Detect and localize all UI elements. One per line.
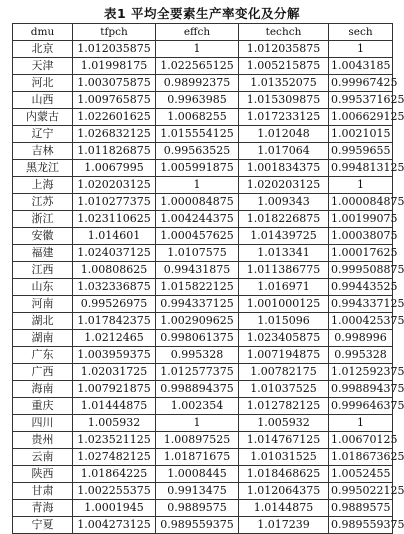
sech-cell: 0.998894375 bbox=[329, 381, 393, 398]
table-row bbox=[13, 415, 393, 432]
tfpch-cell: 1.022601625 bbox=[73, 109, 156, 126]
tfpch-cell: 1.007921875 bbox=[73, 381, 156, 398]
table-row bbox=[13, 279, 393, 296]
region-cell: 江西 bbox=[13, 262, 73, 279]
effch-cell: 1.0008445 bbox=[156, 466, 239, 483]
sech-cell: 0.9959655 bbox=[329, 143, 393, 160]
effch-cell: 1.002909625 bbox=[156, 313, 239, 330]
effch-cell: 1 bbox=[156, 415, 239, 432]
effch-cell: 1.004244375 bbox=[156, 211, 239, 228]
sech-cell: 0.989559375 bbox=[329, 517, 393, 534]
sech-cell: 1.006629125 bbox=[329, 109, 393, 126]
table-row bbox=[13, 381, 393, 398]
techch-cell: 1.01439725 bbox=[239, 228, 329, 245]
sech-cell: 0.995328 bbox=[329, 347, 393, 364]
techch-cell: 1.020203125 bbox=[239, 177, 329, 194]
region-cell: 浙江 bbox=[13, 211, 73, 228]
region-cell: 辽宁 bbox=[13, 126, 73, 143]
tfpch-cell: 1.014601 bbox=[73, 228, 156, 245]
table-row bbox=[13, 228, 393, 245]
tfpch-cell: 1.005932 bbox=[73, 415, 156, 432]
effch-cell: 1.002354 bbox=[156, 398, 239, 415]
table-row bbox=[13, 177, 393, 194]
techch-cell: 1.005932 bbox=[239, 415, 329, 432]
techch-cell: 1.005215875 bbox=[239, 58, 329, 75]
region-cell: 海南 bbox=[13, 381, 73, 398]
tfpch-cell: 1.017842375 bbox=[73, 313, 156, 330]
tfpch-cell: 1.010277375 bbox=[73, 194, 156, 211]
effch-cell: 1.0068255 bbox=[156, 109, 239, 126]
region-cell: 天津 bbox=[13, 58, 73, 75]
sech-cell: 0.995022125 bbox=[329, 483, 393, 500]
effch-cell: 1.005991875 bbox=[156, 160, 239, 177]
tfpch-cell: 1.0067995 bbox=[73, 160, 156, 177]
region-cell: 四川 bbox=[13, 415, 73, 432]
table-row bbox=[13, 398, 393, 415]
table-row bbox=[13, 194, 393, 211]
techch-cell: 1.011386775 bbox=[239, 262, 329, 279]
table-row bbox=[13, 160, 393, 177]
sech-cell: 0.99443525 bbox=[329, 279, 393, 296]
region-cell: 宁夏 bbox=[13, 517, 73, 534]
region-cell: 陕西 bbox=[13, 466, 73, 483]
tfpch-cell: 1.00808625 bbox=[73, 262, 156, 279]
tfpch-cell: 1.012035875 bbox=[73, 41, 156, 58]
region-cell: 吉林 bbox=[13, 143, 73, 160]
region-cell: 云南 bbox=[13, 449, 73, 466]
effch-cell: 0.989559375 bbox=[156, 517, 239, 534]
region-cell: 上海 bbox=[13, 177, 73, 194]
techch-cell: 1.0144875 bbox=[239, 500, 329, 517]
table-row bbox=[13, 109, 393, 126]
effch-cell: 0.99563525 bbox=[156, 143, 239, 160]
region-cell: 湖南 bbox=[13, 330, 73, 347]
tfpch-cell: 1.003075875 bbox=[73, 75, 156, 92]
header-sech: sech bbox=[329, 24, 393, 41]
region-cell: 贵州 bbox=[13, 432, 73, 449]
tfpch-cell: 0.99526975 bbox=[73, 296, 156, 313]
techch-cell: 1.013341 bbox=[239, 245, 329, 262]
tfpch-cell: 1.01444875 bbox=[73, 398, 156, 415]
region-cell: 湖北 bbox=[13, 313, 73, 330]
table-row bbox=[13, 500, 393, 517]
sech-cell: 1.000084875 bbox=[329, 194, 393, 211]
techch-cell: 1.01037525 bbox=[239, 381, 329, 398]
effch-cell: 0.995328 bbox=[156, 347, 239, 364]
techch-cell: 1.017239 bbox=[239, 517, 329, 534]
header-dmu: dmu bbox=[13, 24, 73, 41]
effch-cell: 1.000457625 bbox=[156, 228, 239, 245]
region-cell: 江苏 bbox=[13, 194, 73, 211]
sech-cell: 1.00199075 bbox=[329, 211, 393, 228]
table-row bbox=[13, 432, 393, 449]
sech-cell: 0.998996 bbox=[329, 330, 393, 347]
region-cell: 重庆 bbox=[13, 398, 73, 415]
techch-cell: 1.012035875 bbox=[239, 41, 329, 58]
techch-cell: 1.012782125 bbox=[239, 398, 329, 415]
sech-cell: 1.012592375 bbox=[329, 364, 393, 381]
tfpch-cell: 1.026832125 bbox=[73, 126, 156, 143]
table-row bbox=[13, 143, 393, 160]
region-cell: 内蒙古 bbox=[13, 109, 73, 126]
table-row bbox=[13, 449, 393, 466]
sech-cell: 0.994337125 bbox=[329, 296, 393, 313]
sech-cell: 1.0052455 bbox=[329, 466, 393, 483]
region-cell: 河南 bbox=[13, 296, 73, 313]
header-tfpch: tfpch bbox=[73, 24, 156, 41]
tfpch-cell: 1.023110625 bbox=[73, 211, 156, 228]
techch-cell: 1.01352075 bbox=[239, 75, 329, 92]
techch-cell: 1.016971 bbox=[239, 279, 329, 296]
table-row bbox=[13, 126, 393, 143]
sech-cell: 0.99967425 bbox=[329, 75, 393, 92]
effch-cell: 1.015822125 bbox=[156, 279, 239, 296]
header-row bbox=[13, 24, 393, 41]
table-row bbox=[13, 75, 393, 92]
table-row bbox=[13, 92, 393, 109]
techch-cell: 1.017233125 bbox=[239, 109, 329, 126]
table-row bbox=[13, 296, 393, 313]
techch-cell: 1.018226875 bbox=[239, 211, 329, 228]
effch-cell: 1.012577375 bbox=[156, 364, 239, 381]
effch-cell: 1.000084875 bbox=[156, 194, 239, 211]
techch-cell: 1.007194875 bbox=[239, 347, 329, 364]
table-row bbox=[13, 347, 393, 364]
tfpch-cell: 1.002255375 bbox=[73, 483, 156, 500]
tfpch-cell: 1.011826875 bbox=[73, 143, 156, 160]
tfpch-cell: 1.024037125 bbox=[73, 245, 156, 262]
sech-cell: 0.9889575 bbox=[329, 500, 393, 517]
effch-cell: 0.994337125 bbox=[156, 296, 239, 313]
techch-cell: 1.012048 bbox=[239, 126, 329, 143]
sech-cell: 1.000425375 bbox=[329, 313, 393, 330]
table-row bbox=[13, 483, 393, 500]
tfpch-cell: 1.032336875 bbox=[73, 279, 156, 296]
region-cell: 广东 bbox=[13, 347, 73, 364]
effch-cell: 1.015554125 bbox=[156, 126, 239, 143]
table-row bbox=[13, 245, 393, 262]
effch-cell: 0.998061375 bbox=[156, 330, 239, 347]
sech-cell: 0.999646375 bbox=[329, 398, 393, 415]
techch-cell: 1.015309875 bbox=[239, 92, 329, 109]
tfpch-cell: 1.009765875 bbox=[73, 92, 156, 109]
table-row bbox=[13, 466, 393, 483]
region-cell: 安徽 bbox=[13, 228, 73, 245]
techch-cell: 1.01031525 bbox=[239, 449, 329, 466]
effch-cell: 0.99431875 bbox=[156, 262, 239, 279]
header-techch: techch bbox=[239, 24, 329, 41]
techch-cell: 1.014767125 bbox=[239, 432, 329, 449]
techch-cell: 1.00782175 bbox=[239, 364, 329, 381]
header-effch: effch bbox=[156, 24, 239, 41]
tfpch-cell: 1.003959375 bbox=[73, 347, 156, 364]
table-row bbox=[13, 58, 393, 75]
table-row bbox=[13, 41, 393, 58]
region-cell: 黑龙江 bbox=[13, 160, 73, 177]
tfpch-cell: 1.02031725 bbox=[73, 364, 156, 381]
tfpch-cell: 1.004273125 bbox=[73, 517, 156, 534]
effch-cell: 1 bbox=[156, 177, 239, 194]
table-row bbox=[13, 364, 393, 381]
region-cell: 甘肃 bbox=[13, 483, 73, 500]
effch-cell: 1.01871675 bbox=[156, 449, 239, 466]
effch-cell: 1.0107575 bbox=[156, 245, 239, 262]
tfpch-cell: 1.027482125 bbox=[73, 449, 156, 466]
effch-cell: 0.9889575 bbox=[156, 500, 239, 517]
table-row bbox=[13, 330, 393, 347]
tfpch-cell: 1.01864225 bbox=[73, 466, 156, 483]
table-row bbox=[13, 517, 393, 534]
techch-cell: 1.012064375 bbox=[239, 483, 329, 500]
region-cell: 河北 bbox=[13, 75, 73, 92]
effch-cell: 0.9913475 bbox=[156, 483, 239, 500]
techch-cell: 1.015096 bbox=[239, 313, 329, 330]
table-row bbox=[13, 262, 393, 279]
sech-cell: 0.999508875 bbox=[329, 262, 393, 279]
effch-cell: 0.998894375 bbox=[156, 381, 239, 398]
sech-cell: 1 bbox=[329, 415, 393, 432]
table-title: 表1 平均全要素生产率变化及分解 bbox=[103, 6, 301, 21]
effch-cell: 1.022565125 bbox=[156, 58, 239, 75]
sech-cell: 0.995371625 bbox=[329, 92, 393, 109]
region-cell: 广西 bbox=[13, 364, 73, 381]
sech-cell: 1 bbox=[329, 177, 393, 194]
sech-cell: 1.00670125 bbox=[329, 432, 393, 449]
table-row bbox=[13, 313, 393, 330]
tfp-table bbox=[12, 23, 404, 534]
tfpch-cell: 1.0001945 bbox=[73, 500, 156, 517]
effch-cell: 1.00897525 bbox=[156, 432, 239, 449]
tfpch-cell: 1.01998175 bbox=[73, 58, 156, 75]
sech-cell: 1 bbox=[329, 41, 393, 58]
techch-cell: 1.023405875 bbox=[239, 330, 329, 347]
region-cell: 福建 bbox=[13, 245, 73, 262]
sech-cell: 1.018673625 bbox=[329, 449, 393, 466]
region-cell: 青海 bbox=[13, 500, 73, 517]
techch-cell: 1.018468625 bbox=[239, 466, 329, 483]
sech-cell: 0.994813125 bbox=[329, 160, 393, 177]
techch-cell: 1.001834375 bbox=[239, 160, 329, 177]
techch-cell: 1.009343 bbox=[239, 194, 329, 211]
tfpch-cell: 1.020203125 bbox=[73, 177, 156, 194]
sech-cell: 1.00017625 bbox=[329, 245, 393, 262]
effch-cell: 0.98992375 bbox=[156, 75, 239, 92]
sech-cell: 1.00038075 bbox=[329, 228, 393, 245]
effch-cell: 1 bbox=[156, 41, 239, 58]
sech-cell: 1.0043185 bbox=[329, 58, 393, 75]
techch-cell: 1.017064 bbox=[239, 143, 329, 160]
region-cell: 北京 bbox=[13, 41, 73, 58]
tfpch-cell: 1.023521125 bbox=[73, 432, 156, 449]
tfpch-cell: 1.0212465 bbox=[73, 330, 156, 347]
effch-cell: 0.9963985 bbox=[156, 92, 239, 109]
sech-cell: 1.0021015 bbox=[329, 126, 393, 143]
region-cell: 山西 bbox=[13, 92, 73, 109]
table-row bbox=[13, 211, 393, 228]
techch-cell: 1.001000125 bbox=[239, 296, 329, 313]
region-cell: 山东 bbox=[13, 279, 73, 296]
